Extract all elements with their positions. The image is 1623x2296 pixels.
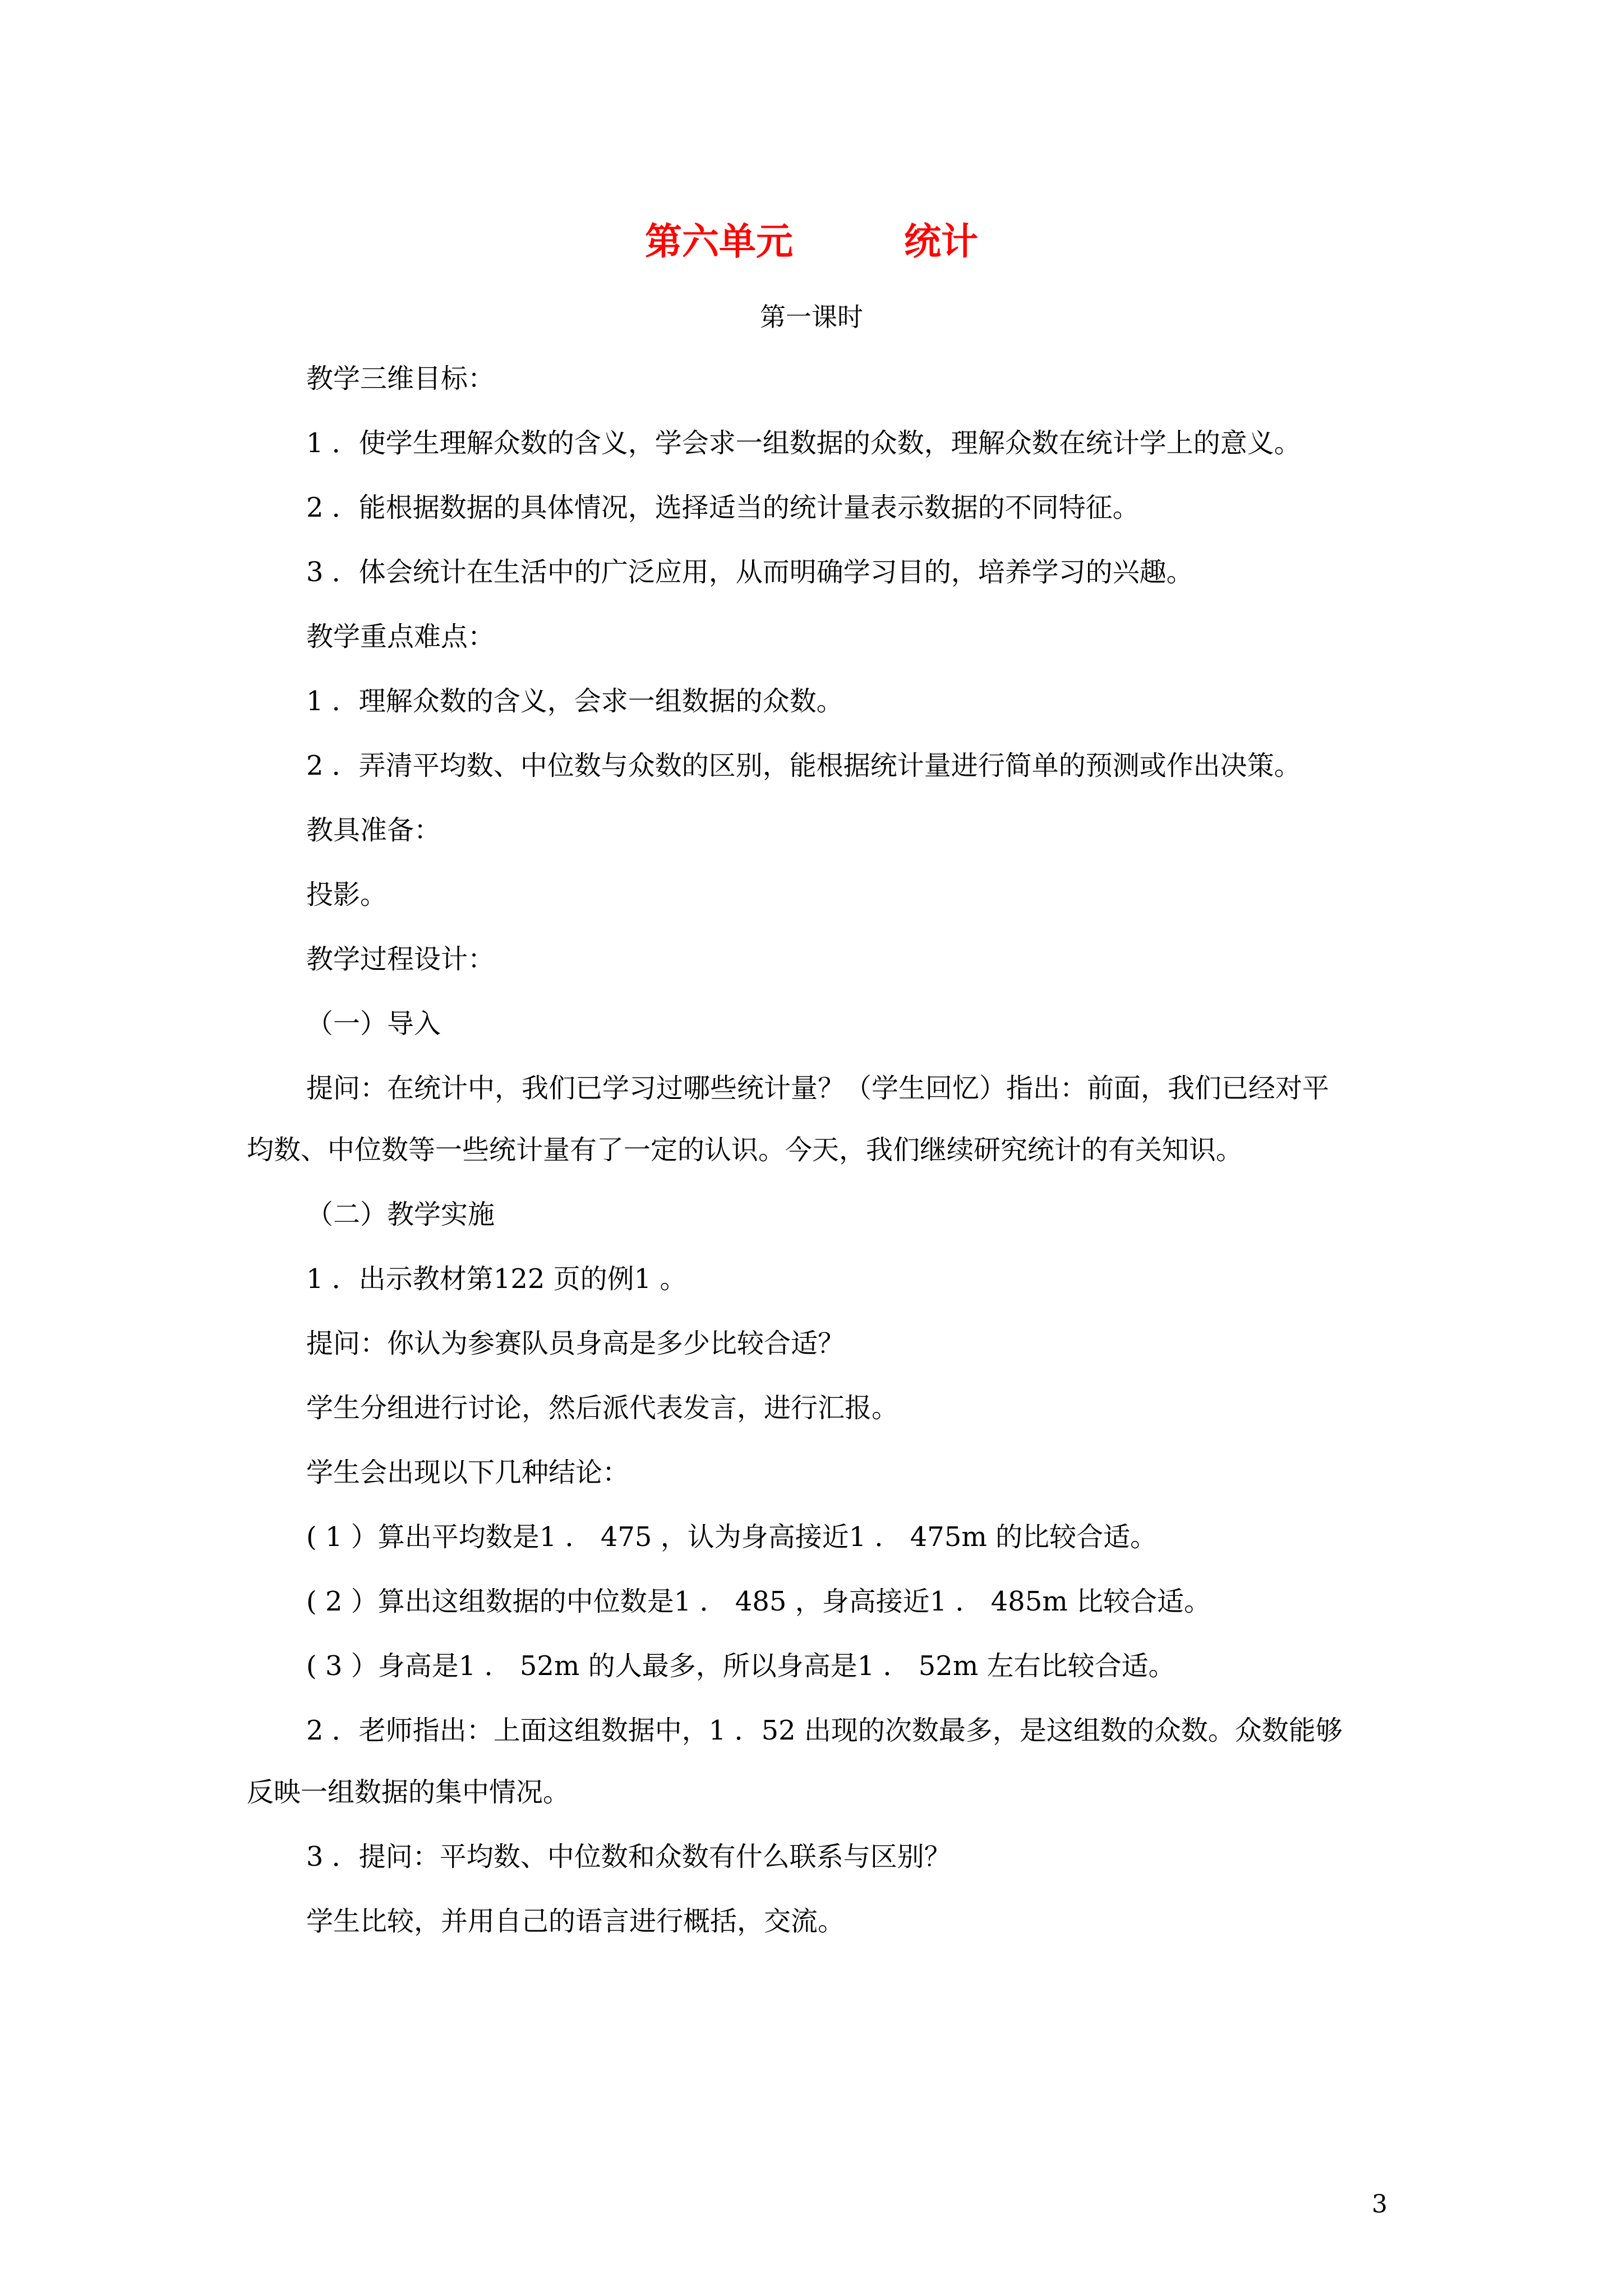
section-heading-materials: 教具准备： (306, 815, 441, 846)
paragraph-line: 学生会出现以下几种结论： (306, 1457, 630, 1488)
conclusion-item-1: ( 1 ）算出平均数是1 ． 475 ，认为身高接近1 ． 475m 的比较合适。 (306, 1521, 1158, 1553)
paragraph-line: 学生分组进行讨论，然后派代表发言，进行汇报。 (306, 1392, 899, 1424)
section-heading-objectives: 教学三维目标： (306, 363, 495, 394)
objective-item-1: 1 ．使学生理解众数的含义，学会求一组数据的众数，理解众数在统计学上的意义。 (306, 427, 1301, 459)
subsection-intro: （一）导入 (306, 1008, 441, 1039)
paragraph-line: 反映一组数据的集中情况。 (247, 1777, 570, 1808)
lesson-subtitle: 第一课时 (760, 302, 863, 332)
key-point-item-1: 1 ．理解众数的含义，会求一组数据的众数。 (306, 685, 843, 717)
paragraph-line: 1 ．出示教材第122 页的例1 。 (306, 1263, 687, 1295)
page-number: 3 (1372, 2190, 1387, 2219)
objective-item-3: 3 ．体会统计在生活中的广泛应用，从而明确学习目的，培养学习的兴趣。 (306, 556, 1193, 588)
materials-text: 投影。 (306, 879, 388, 910)
conclusion-item-3: ( 3 ）身高是1 ． 52m 的人最多，所以身高是1 ． 52m 左右比较合适。 (306, 1650, 1175, 1682)
paragraph-line: 3 ．提问：平均数、中位数和众数有什么联系与区别？ (306, 1841, 951, 1872)
paragraph-line: 学生比较，并用自己的语言进行概括，交流。 (306, 1906, 845, 1937)
paragraph-line: 提问：你认为参赛队员身高是多少比较合适？ (306, 1328, 845, 1359)
subsection-implementation: （二）教学实施 (306, 1199, 495, 1230)
paragraph-line: 提问：在统计中，我们已学习过哪些统计量？（学生回忆）指出：前面，我们已经对平 (306, 1073, 1330, 1104)
section-heading-key-points: 教学重点难点： (306, 621, 495, 652)
objective-item-2: 2 ．能根据数据的具体情况，选择适当的统计量表示数据的不同特征。 (306, 492, 1140, 523)
section-heading-process: 教学过程设计： (306, 944, 495, 975)
paragraph-line: 均数、中位数等一些统计量有了一定的认识。今天，我们继续研究统计的有关知识。 (247, 1134, 1243, 1166)
key-point-item-2: 2 ．弄清平均数、中位数与众数的区别，能根据统计量进行简单的预测或作出决策。 (306, 750, 1301, 781)
unit-title: 第六单元 统计 (645, 219, 978, 263)
paragraph-line: 2 ．老师指出：上面这组数据中，1 ．52 出现的次数最多，是这组数的众数。众数能够 (306, 1715, 1343, 1746)
conclusion-item-2: ( 2 ）算出这组数据的中位数是1 ． 485 ，身高接近1 ． 485m 比较合适。 (306, 1586, 1211, 1617)
